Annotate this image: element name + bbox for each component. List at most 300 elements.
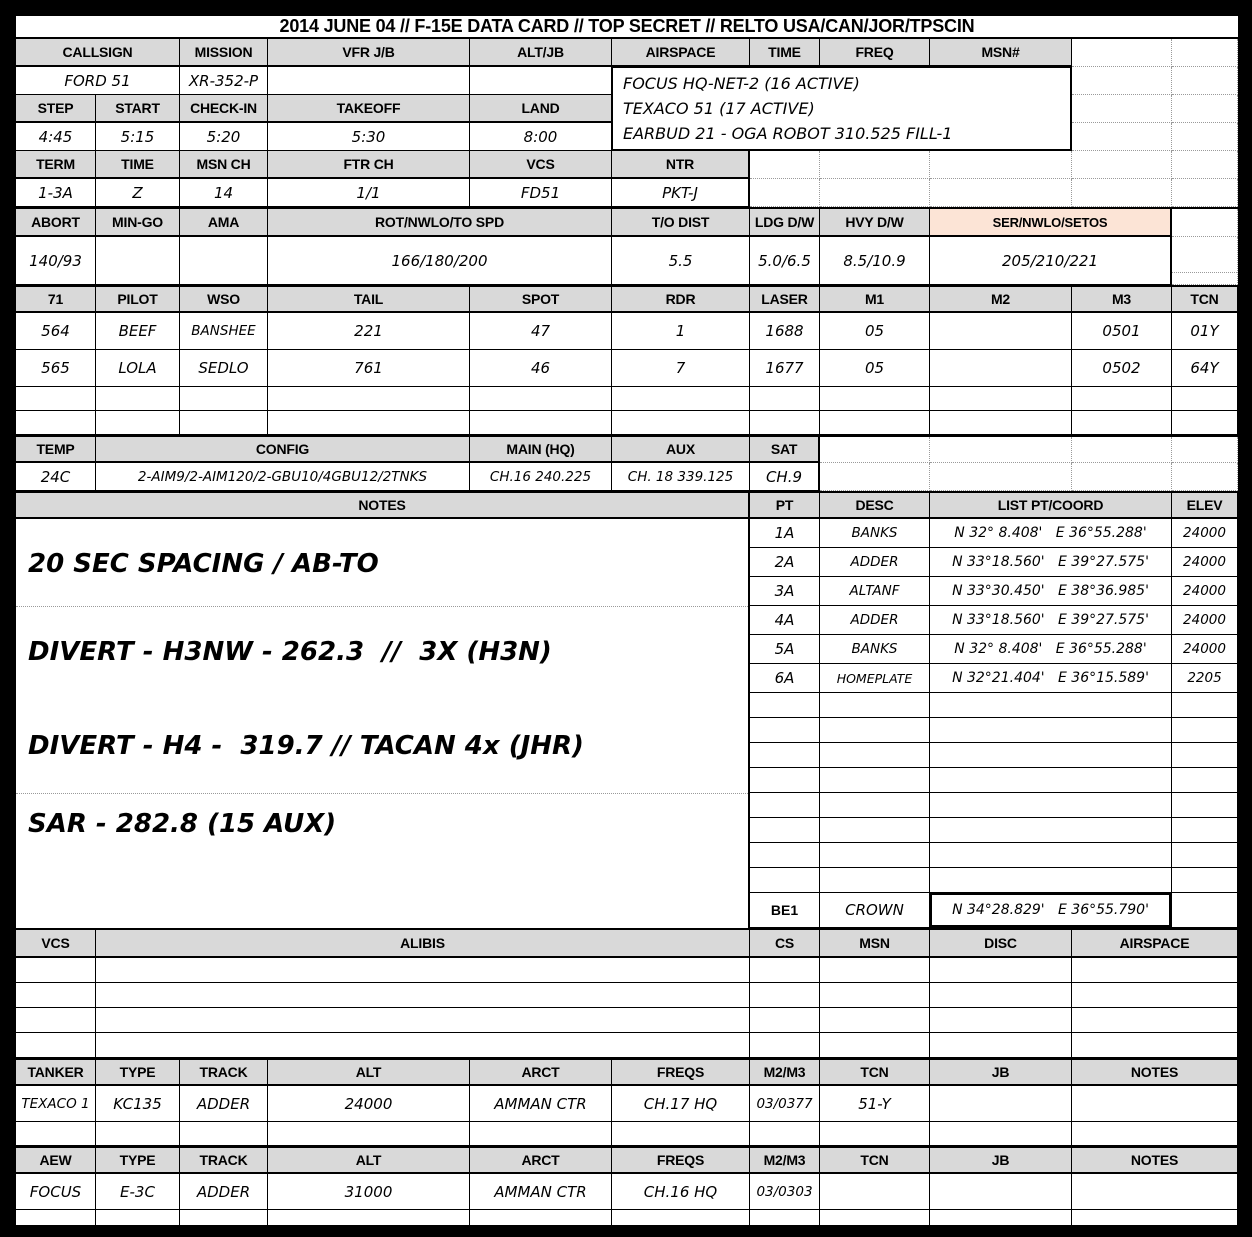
empty-cell — [1172, 237, 1238, 285]
header-freq: FREQ — [820, 39, 930, 67]
empty-cell — [930, 1033, 1072, 1058]
abort-block — [16, 207, 1238, 285]
empty-cell — [820, 437, 930, 463]
aew-jb — [930, 1174, 1072, 1210]
empty-cell — [820, 693, 930, 718]
pt-4a-desc: ADDER — [820, 606, 930, 635]
header-pt: PT — [750, 493, 820, 519]
empty-cell — [930, 843, 1172, 868]
header-tanker-freqs: FREQS — [612, 1060, 750, 1086]
empty-cell — [180, 411, 268, 435]
header-tanker-track: TRACK — [180, 1060, 268, 1086]
pt-3a-elev: 24000 — [1172, 577, 1238, 606]
empty-cell — [820, 958, 930, 983]
empty-cell — [268, 411, 470, 435]
pt-6a-desc: HOMEPLATE — [820, 664, 930, 693]
note-line: DIVERT - H4 - 319.7 // TACAN 4x (JHR) — [28, 731, 584, 761]
header-tanker-type: TYPE — [96, 1060, 180, 1086]
empty-cell — [96, 387, 180, 411]
pt-4a-coord: N 33°18.560' E 39°27.575' — [930, 606, 1172, 635]
flight-r1-tcn: 01Y — [1172, 313, 1238, 350]
empty-cell — [930, 768, 1172, 793]
empty-cell — [1072, 958, 1238, 983]
header-m1: M1 — [820, 287, 930, 313]
tanker-alt: 24000 — [268, 1086, 470, 1122]
empty-cell — [1172, 693, 1238, 718]
empty-cell — [1072, 1210, 1238, 1230]
header-notes: NOTES — [16, 493, 750, 519]
notes-divider — [16, 793, 748, 794]
value-sat: CH.9 — [750, 463, 820, 491]
airspace-line: EARBUD 21 - OGA ROBOT 310.525 FILL-1 — [623, 124, 953, 143]
value-config: 2-AIM9/2-AIM120/2-GBU10/4GBU12/2TNKS — [96, 463, 470, 491]
header-aew-freqs: FREQS — [612, 1148, 750, 1174]
flight-r2-m2 — [930, 350, 1072, 387]
value-aux: CH. 18 339.125 — [612, 463, 750, 491]
value-rot-nwlo-to-spd: 166/180/200 — [268, 237, 612, 285]
header-disc: DISC — [930, 930, 1072, 958]
header-tanker-m2m3: M2/M3 — [750, 1060, 820, 1086]
header-alibis-msn: MSN — [820, 930, 930, 958]
empty-cell — [750, 1008, 820, 1033]
empty-cell — [750, 768, 820, 793]
pt-be1-coord: N 34°28.829' E 36°55.790' — [930, 893, 1172, 928]
tanker-tcn: 51-Y — [820, 1086, 930, 1122]
aew-m2m3: 03/0303 — [750, 1174, 820, 1210]
empty-cell — [470, 1122, 612, 1146]
flight-table — [16, 285, 1238, 435]
header-term: TERM — [16, 151, 96, 179]
empty-cell — [750, 693, 820, 718]
empty-cell — [1172, 209, 1238, 237]
config-block — [16, 435, 1238, 491]
empty-cell — [1172, 39, 1238, 67]
empty-cell — [1072, 179, 1172, 207]
header-71: 71 — [16, 287, 96, 313]
header-abort: ABORT — [16, 209, 96, 237]
empty-cell — [96, 958, 750, 983]
airspace-line: TEXACO 51 (17 ACTIVE) — [623, 99, 815, 118]
aew-type: E-3C — [96, 1174, 180, 1210]
header-msn: MSN# — [930, 39, 1072, 67]
header-temp: TEMP — [16, 437, 96, 463]
pt-be1-desc: CROWN — [820, 893, 930, 928]
tanker-jb — [930, 1086, 1072, 1122]
value-takeoff: 5:30 — [268, 123, 470, 151]
tanker-m2m3: 03/0377 — [750, 1086, 820, 1122]
header-hvy-dw: HVY D/W — [820, 209, 930, 237]
header-tanker-arct: ARCT — [470, 1060, 612, 1086]
header-aew-m2m3: M2/M3 — [750, 1148, 820, 1174]
empty-cell — [820, 1122, 930, 1146]
empty-cell — [1172, 718, 1238, 743]
empty-cell — [750, 387, 820, 411]
tanker-type: KC135 — [96, 1086, 180, 1122]
pt-1a: 1A — [750, 519, 820, 548]
empty-cell — [750, 868, 820, 893]
flight-r2-tcn: 64Y — [1172, 350, 1238, 387]
empty-cell — [1072, 39, 1172, 67]
pt-5a-coord: N 32° 8.408' E 36°55.288' — [930, 635, 1172, 664]
empty-cell — [930, 818, 1172, 843]
empty-cell — [96, 1210, 180, 1230]
header-m3: M3 — [1072, 287, 1172, 313]
empty-cell — [1072, 387, 1172, 411]
flight-r1-spot: 47 — [470, 313, 612, 350]
value-term: 1-3A — [16, 179, 96, 207]
header-check-in: CHECK-IN — [180, 95, 268, 123]
pt-1a-desc: BANKS — [820, 519, 930, 548]
empty-cell — [820, 743, 930, 768]
header-aew: AEW — [16, 1148, 96, 1174]
flight-r1-pilot: BEEF — [96, 313, 180, 350]
header-ftr-ch: FTR CH — [268, 151, 470, 179]
empty-cell — [820, 411, 930, 435]
notes-divider — [16, 606, 748, 607]
pt-5a-elev: 24000 — [1172, 635, 1238, 664]
value-abort: 140/93 — [16, 237, 96, 285]
empty-cell — [1072, 1122, 1238, 1146]
empty-cell — [612, 411, 750, 435]
value-msn-ch: 14 — [180, 179, 268, 207]
header-time: TIME — [750, 39, 820, 67]
empty-cell — [1072, 95, 1172, 123]
empty-cell — [268, 1122, 470, 1146]
empty-cell — [1172, 123, 1238, 151]
header-spot: SPOT — [470, 287, 612, 313]
airspace-line: FOCUS HQ-NET-2 (16 ACTIVE) — [623, 74, 860, 93]
pt-3a-coord: N 33°30.450' E 38°36.985' — [930, 577, 1172, 606]
header-pilot: PILOT — [96, 287, 180, 313]
empty-cell — [1172, 411, 1238, 435]
flight-r2-m1: 05 — [820, 350, 930, 387]
pt-1a-coord: N 32° 8.408' E 36°55.288' — [930, 519, 1172, 548]
empty-cell — [930, 718, 1172, 743]
header-m2: M2 — [930, 287, 1072, 313]
note-line: SAR - 282.8 (15 AUX) — [28, 809, 337, 839]
value-hvy-dw: 8.5/10.9 — [820, 237, 930, 285]
empty-cell — [750, 743, 820, 768]
flight-r1-num: 564 — [16, 313, 96, 350]
aew-notes — [1072, 1174, 1238, 1210]
empty-cell — [1172, 151, 1238, 179]
empty-cell — [180, 387, 268, 411]
empty-cell — [820, 1033, 930, 1058]
empty-cell — [820, 1210, 930, 1230]
tanker-freqs: CH.17 HQ — [612, 1086, 750, 1122]
header-config: CONFIG — [96, 437, 470, 463]
flight-r2-rdr: 7 — [612, 350, 750, 387]
header-rot-nwlo-to-spd: ROT/NWLO/TO SPD — [268, 209, 612, 237]
empty-cell — [1072, 437, 1172, 463]
value-to-dist: 5.5 — [612, 237, 750, 285]
flight-r1-rdr: 1 — [612, 313, 750, 350]
notes-area — [16, 519, 750, 928]
value-temp: 24C — [16, 463, 96, 491]
empty-cell — [930, 1210, 1072, 1230]
empty-cell — [930, 179, 1072, 207]
empty-cell — [930, 793, 1172, 818]
tanker-notes — [1072, 1086, 1238, 1122]
header-alibis-airspace: AIRSPACE — [1072, 930, 1238, 958]
empty-cell — [930, 1122, 1072, 1146]
empty-cell — [750, 411, 820, 435]
empty-cell — [750, 179, 820, 207]
value-callsign: FORD 51 — [16, 67, 180, 95]
flight-r1-wso: BANSHEE — [180, 313, 268, 350]
value-mission: XR-352-P — [180, 67, 268, 95]
empty-cell — [750, 958, 820, 983]
empty-cell — [820, 179, 930, 207]
empty-cell — [750, 151, 820, 179]
aew-freqs: CH.16 HQ — [612, 1174, 750, 1210]
value-ser-nwlo-setos: 205/210/221 — [930, 237, 1172, 285]
empty-cell — [820, 843, 930, 868]
empty-cell — [930, 983, 1072, 1008]
empty-cell — [1072, 983, 1238, 1008]
header-ama: AMA — [180, 209, 268, 237]
empty-cell — [820, 818, 930, 843]
header-vfr-jb: VFR J/B — [268, 39, 470, 67]
header-desc: DESC — [820, 493, 930, 519]
aew-alt: 31000 — [268, 1174, 470, 1210]
header-mission: MISSION — [180, 39, 268, 67]
pt-6a-elev: 2205 — [1172, 664, 1238, 693]
empty-cell — [820, 151, 930, 179]
header-ldg-dw: LDG D/W — [750, 209, 820, 237]
empty-cell — [820, 718, 930, 743]
empty-cell — [1172, 95, 1238, 123]
empty-cell — [16, 1008, 96, 1033]
header-tcn: TCN — [1172, 287, 1238, 313]
pt-1a-elev: 24000 — [1172, 519, 1238, 548]
empty-cell — [612, 1122, 750, 1146]
empty-cell — [180, 1210, 268, 1230]
header-sat: SAT — [750, 437, 820, 463]
empty-cell — [1072, 463, 1172, 491]
empty-cell — [930, 387, 1072, 411]
empty-cell — [268, 387, 470, 411]
empty-cell — [820, 768, 930, 793]
header-aux: AUX — [612, 437, 750, 463]
header-main-hq: MAIN (HQ) — [470, 437, 612, 463]
value-ldg-dw: 5.0/6.5 — [750, 237, 820, 285]
notes-points-block — [16, 491, 1238, 928]
empty-cell — [820, 793, 930, 818]
flight-r2-pilot: LOLA — [96, 350, 180, 387]
pt-5a: 5A — [750, 635, 820, 664]
header-term-time: TIME — [96, 151, 180, 179]
empty-cell — [96, 983, 750, 1008]
aew-track: ADDER — [180, 1174, 268, 1210]
value-main-hq: CH.16 240.225 — [470, 463, 612, 491]
header-tanker-alt: ALT — [268, 1060, 470, 1086]
empty-cell — [1172, 793, 1238, 818]
flight-r2-spot: 46 — [470, 350, 612, 387]
aew-block — [16, 1146, 1238, 1230]
pt-2a-elev: 24000 — [1172, 548, 1238, 577]
value-ntr: PKT-J — [612, 179, 750, 207]
pt-6a-coord: N 32°21.404' E 36°15.589' — [930, 664, 1172, 693]
header-rdr: RDR — [612, 287, 750, 313]
empty-cell — [930, 693, 1172, 718]
header-to-dist: T/O DIST — [612, 209, 750, 237]
pt-3a: 3A — [750, 577, 820, 606]
tanker-track: ADDER — [180, 1086, 268, 1122]
data-card — [16, 16, 1238, 1225]
empty-cell — [930, 411, 1072, 435]
header-land: LAND — [470, 95, 612, 123]
empty-cell — [1172, 179, 1238, 207]
header-alibis-vcs: VCS — [16, 930, 96, 958]
top-block — [16, 39, 1238, 207]
flight-r1-tail: 221 — [268, 313, 470, 350]
empty-cell — [1072, 123, 1172, 151]
header-tanker: TANKER — [16, 1060, 96, 1086]
header-alt-jb: ALT/JB — [470, 39, 612, 67]
tanker-block — [16, 1058, 1238, 1146]
config-empty-region — [820, 437, 1238, 491]
header-vcs: VCS — [470, 151, 612, 179]
empty-cell — [1172, 463, 1238, 491]
flight-r2-laser: 1677 — [750, 350, 820, 387]
empty-cell — [1072, 1033, 1238, 1058]
empty-cell — [16, 387, 96, 411]
empty-cell — [750, 1122, 820, 1146]
value-ama — [180, 237, 268, 285]
empty-cell — [1172, 843, 1238, 868]
pt-6a: 6A — [750, 664, 820, 693]
header-tanker-jb: JB — [930, 1060, 1072, 1086]
header-elev: ELEV — [1172, 493, 1238, 519]
empty-cell — [930, 463, 1072, 491]
flight-r2-wso: SEDLO — [180, 350, 268, 387]
header-cs: CS — [750, 930, 820, 958]
empty-cell — [930, 958, 1072, 983]
tanker-arct: AMMAN CTR — [470, 1086, 612, 1122]
flight-r1-laser: 1688 — [750, 313, 820, 350]
empty-cell — [1072, 411, 1172, 435]
empty-cell — [16, 1033, 96, 1058]
empty-cell — [1172, 818, 1238, 843]
header-tanker-notes: NOTES — [1072, 1060, 1238, 1086]
header-tanker-tcn: TCN — [820, 1060, 930, 1086]
empty-cell — [750, 983, 820, 1008]
value-start: 5:15 — [96, 123, 180, 151]
header-start: START — [96, 95, 180, 123]
value-step: 4:45 — [16, 123, 96, 151]
aew-tcn — [820, 1174, 930, 1210]
empty-cell — [1172, 387, 1238, 411]
header-list-pt-coord: LIST PT/COORD — [930, 493, 1172, 519]
tanker-name: TEXACO 1 — [16, 1086, 96, 1122]
empty-cell — [16, 1210, 96, 1230]
empty-cell — [612, 387, 750, 411]
value-min-go — [96, 237, 180, 285]
header-callsign: CALLSIGN — [16, 39, 180, 67]
empty-cell — [820, 983, 930, 1008]
empty-cell — [1172, 437, 1238, 463]
empty-cell — [16, 1122, 96, 1146]
flight-r2-m3: 0502 — [1072, 350, 1172, 387]
header-tail: TAIL — [268, 287, 470, 313]
card-title: 2014 JUNE 04 // F-15E DATA CARD // TOP SECRET // RELTO USA/CAN/JOR/TPSCIN — [16, 16, 1238, 39]
flight-r1-m3: 0501 — [1072, 313, 1172, 350]
value-vfr-jb — [268, 67, 470, 95]
header-alibis: ALIBIS — [96, 930, 750, 958]
empty-cell — [470, 387, 612, 411]
note-line: 20 SEC SPACING / AB-TO — [28, 549, 379, 579]
empty-cell — [96, 411, 180, 435]
pt-2a-desc: ADDER — [820, 548, 930, 577]
pt-4a-elev: 24000 — [1172, 606, 1238, 635]
empty-cell — [750, 818, 820, 843]
value-term-time: Z — [96, 179, 180, 207]
header-step: STEP — [16, 95, 96, 123]
flight-r1-m2 — [930, 313, 1072, 350]
flight-r2-tail: 761 — [268, 350, 470, 387]
header-aew-track: TRACK — [180, 1148, 268, 1174]
empty-cell — [930, 1008, 1072, 1033]
header-ser-nwlo-setos: SER/NWLO/SETOS — [930, 209, 1172, 237]
pt-3a-desc: ALTANF — [820, 577, 930, 606]
header-ntr: NTR — [612, 151, 750, 179]
header-aew-type: TYPE — [96, 1148, 180, 1174]
note-line: DIVERT - H3NW - 262.3 // 3X (H3N) — [28, 637, 552, 667]
empty-cell — [16, 958, 96, 983]
empty-cell — [1072, 1008, 1238, 1033]
header-aew-notes: NOTES — [1072, 1148, 1238, 1174]
header-laser: LASER — [750, 287, 820, 313]
header-min-go: MIN-GO — [96, 209, 180, 237]
flight-r1-m1: 05 — [820, 313, 930, 350]
header-aew-arct: ARCT — [470, 1148, 612, 1174]
empty-cell — [1072, 67, 1172, 95]
header-takeoff: TAKEOFF — [268, 95, 470, 123]
empty-cell — [180, 1122, 268, 1146]
value-check-in: 5:20 — [180, 123, 268, 151]
empty-cell — [470, 1210, 612, 1230]
value-ftr-ch: 1/1 — [268, 179, 470, 207]
empty-cell — [96, 1033, 750, 1058]
header-msn-ch: MSN CH — [180, 151, 268, 179]
flight-r2-num: 565 — [16, 350, 96, 387]
empty-cell — [750, 793, 820, 818]
header-wso: WSO — [180, 287, 268, 313]
pt-be1-elev — [1172, 893, 1238, 928]
empty-cell — [750, 1210, 820, 1230]
pt-2a: 2A — [750, 548, 820, 577]
empty-cell — [930, 743, 1172, 768]
empty-cell — [1172, 743, 1238, 768]
empty-cell — [1172, 868, 1238, 893]
empty-cell — [820, 868, 930, 893]
header-aew-jb: JB — [930, 1148, 1072, 1174]
empty-cell — [820, 387, 930, 411]
value-land: 8:00 — [470, 123, 612, 151]
header-aew-alt: ALT — [268, 1148, 470, 1174]
empty-cell — [930, 437, 1072, 463]
header-airspace: AIRSPACE — [612, 39, 750, 67]
aew-name: FOCUS — [16, 1174, 96, 1210]
pt-4a: 4A — [750, 606, 820, 635]
empty-cell — [1172, 768, 1238, 793]
empty-cell — [930, 868, 1172, 893]
alibis-block — [16, 928, 1238, 1058]
empty-cell — [820, 463, 930, 491]
empty-cell — [96, 1122, 180, 1146]
empty-cell — [750, 1033, 820, 1058]
